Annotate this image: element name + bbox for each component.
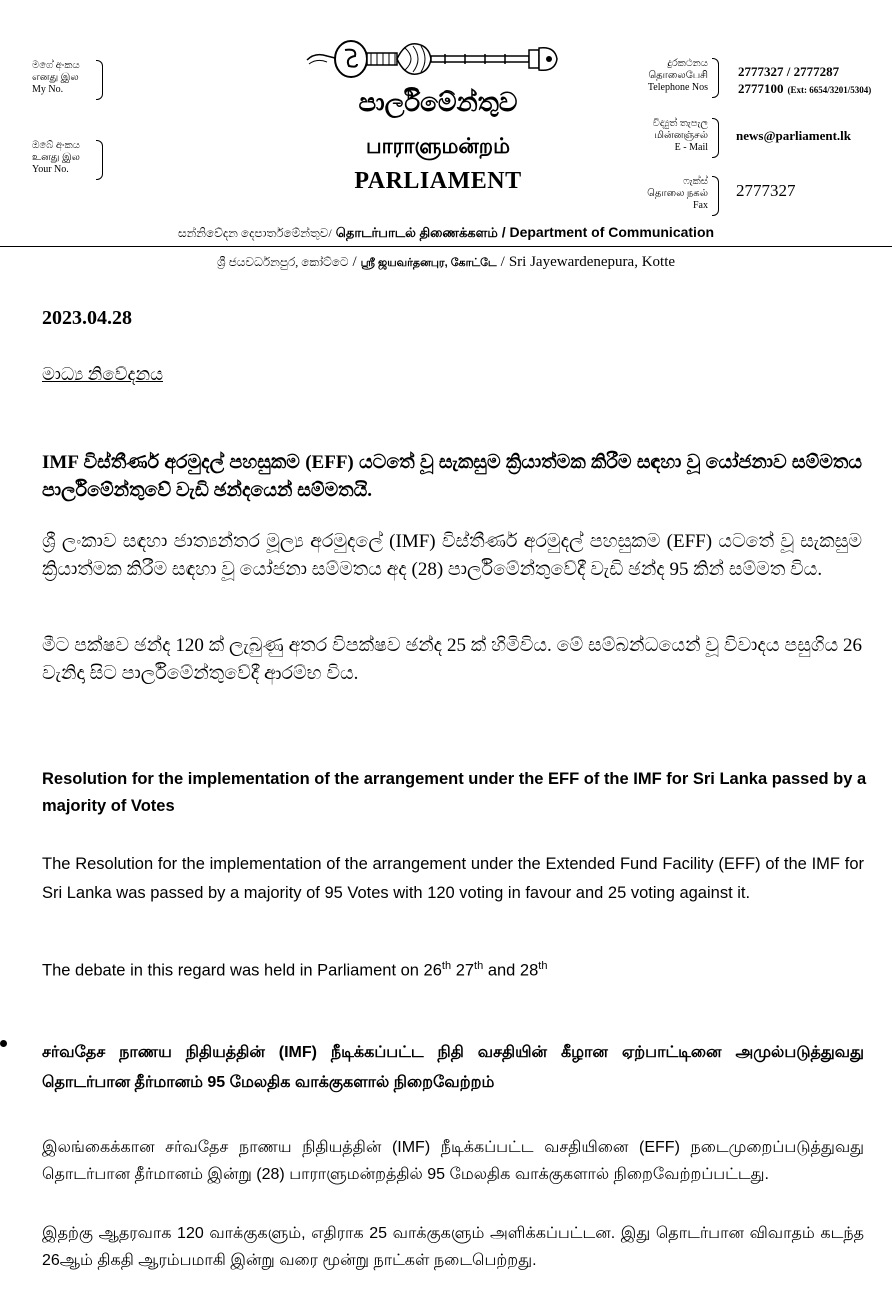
release-date: 2023.04.28 [42,307,132,329]
sinhala-paragraph-1: ශ්‍රී ලංකාව සඳහා ජාත්‍යන්තර මූල්‍ය අරමුදලේ (IMF) විස්තීර්ණ අරමුදල් පහසුකම (EFF) යටතේ වූ සැකසුම ක්‍රියාත්මක කිරීම සඳහා වූ යෝජනා සම්මතය අද (28) පාර්ලිමේන්තුවේදී වැඩි ඡන්ද 95 කින් සම්මත විය. [42,531,862,580]
english-paragraph-1: The Resolution for the implementation of the arrangement under the Extended Fund Facility (EFF) of the IMF for Sri Lanka was passed by a majority of 95 Votes with 120 voting in favour and 25 voting against it. [42,855,864,902]
bullet-marker [0,1040,7,1047]
title-sinhala: පාර්ලිමේන්තුව [358,88,518,117]
english-paragraph-2: The debate in this regard was held in Parliament on 26th 27th and 28th [42,960,548,980]
tamil-heading: சர்வதேச நாணய நிதியத்தின் (IMF) நீடிக்கப்பட்ட நிதி வசதியின் கீழான ஏற்பாட்டினை அமுல்படுத்துவது தொடர்பான தீர்மானம் 95 மேலதிக வாக்குகளால் நிறைவேற்றம் [42,1044,864,1091]
email-label: විද්‍යුත් තැපැල மின்னஞ்சல் E - Mail [652,118,708,153]
mace-emblem-icon [305,34,560,84]
your-no-label: ඔබේ අංකය உனது இல Your No. [32,140,80,175]
my-no-label: මගේ අංකය எனது இல My No. [32,60,80,95]
email-address[interactable]: news@parliament.lk [736,128,852,143]
fax-number: 2777327 [736,181,796,200]
title-english: PARLIAMENT [354,168,522,194]
email-brace [712,118,719,158]
location-line: ශ්‍රී ජයවර්ධනපුර, කෝට්ටෙ / ஸ்ரீ ஜயவர்தனபுர, கோட்டே / Sri Jayewardenepura, Kotte [216,254,676,270]
sinhala-heading: IMF විස්තීර්ණ අරමුදල් පහසුකම (EFF) යටතේ වූ සැකසුම ක්‍රියාත්මක කිරීම සඳහා වූ යෝජනාව සම්මතය පාර්ලිමේන්තුවේ වැඩි ඡන්දයෙන් සම්මතයි. [42,452,862,501]
telephone-label: දුරකථනය தொலைபேசி Telephone Nos [647,58,708,93]
department-line: සන්නිවේදන දෙපාර්තමේන්තුව/ தொடர்பாடல் திணைக்களம் / Department of Communication [177,224,715,240]
telephone-line2: 2777100 (Ext: 6654/3201/5304) [738,81,872,96]
media-release-label: මාධ්‍ය නිවේදනය [42,364,164,384]
sinhala-paragraph-2: මීට පක්ෂව ඡන්ද 120 ක් ලැබුණු අතර විපක්ෂව ඡන්ද 25 ක් හිමිවිය. මේ සම්බන්ධයෙන් වූ විවාදය පසුගිය 26 වැනිදා සිට පාර්ලිමේන්තුවේදී ආරම්භ විය. [42,635,862,684]
tamil-paragraph-2: இதற்கு ஆதரவாக 120 வாக்குகளும், எதிராக 25 வாக்குகளும் அளிக்கப்பட்டன. இது தொடர்பான விவாதம் கடந்த 26ஆம் திகதி ஆரம்பமாகி இன்று வரை மூன்று நாட்கள் நடைபெற்றது. [42,1225,864,1269]
fax-brace [712,176,719,216]
my-no-brace [96,60,103,100]
telephone-brace [712,58,719,98]
tamil-paragraph-1: இலங்கைக்கான சர்வதேச நாணய நிதியத்தின் (IMF) நீடிக்கப்பட்ட வசதியினை (EFF) நடைமுறைப்படுத்துவது தொடர்பான தீர்மானம் இன்று (28) பாராளுமன்றத்தில் 95 மேலதிக வாக்குகளால் நிறைவேற்றப்பட்டது. [42,1139,864,1183]
english-heading: Resolution for the implementation of the arrangement under the EFF of the IMF for Sri Lanka passed by a majority of Votes [42,770,867,815]
fax-label: ෆැක්ස් தொலை நகல் Fax [647,176,708,211]
header-rule [0,246,892,247]
telephone-line1: 2777327 / 2777287 [738,64,840,79]
title-tamil: பாராளுமன்றம் [366,134,510,158]
your-no-brace [96,140,103,180]
